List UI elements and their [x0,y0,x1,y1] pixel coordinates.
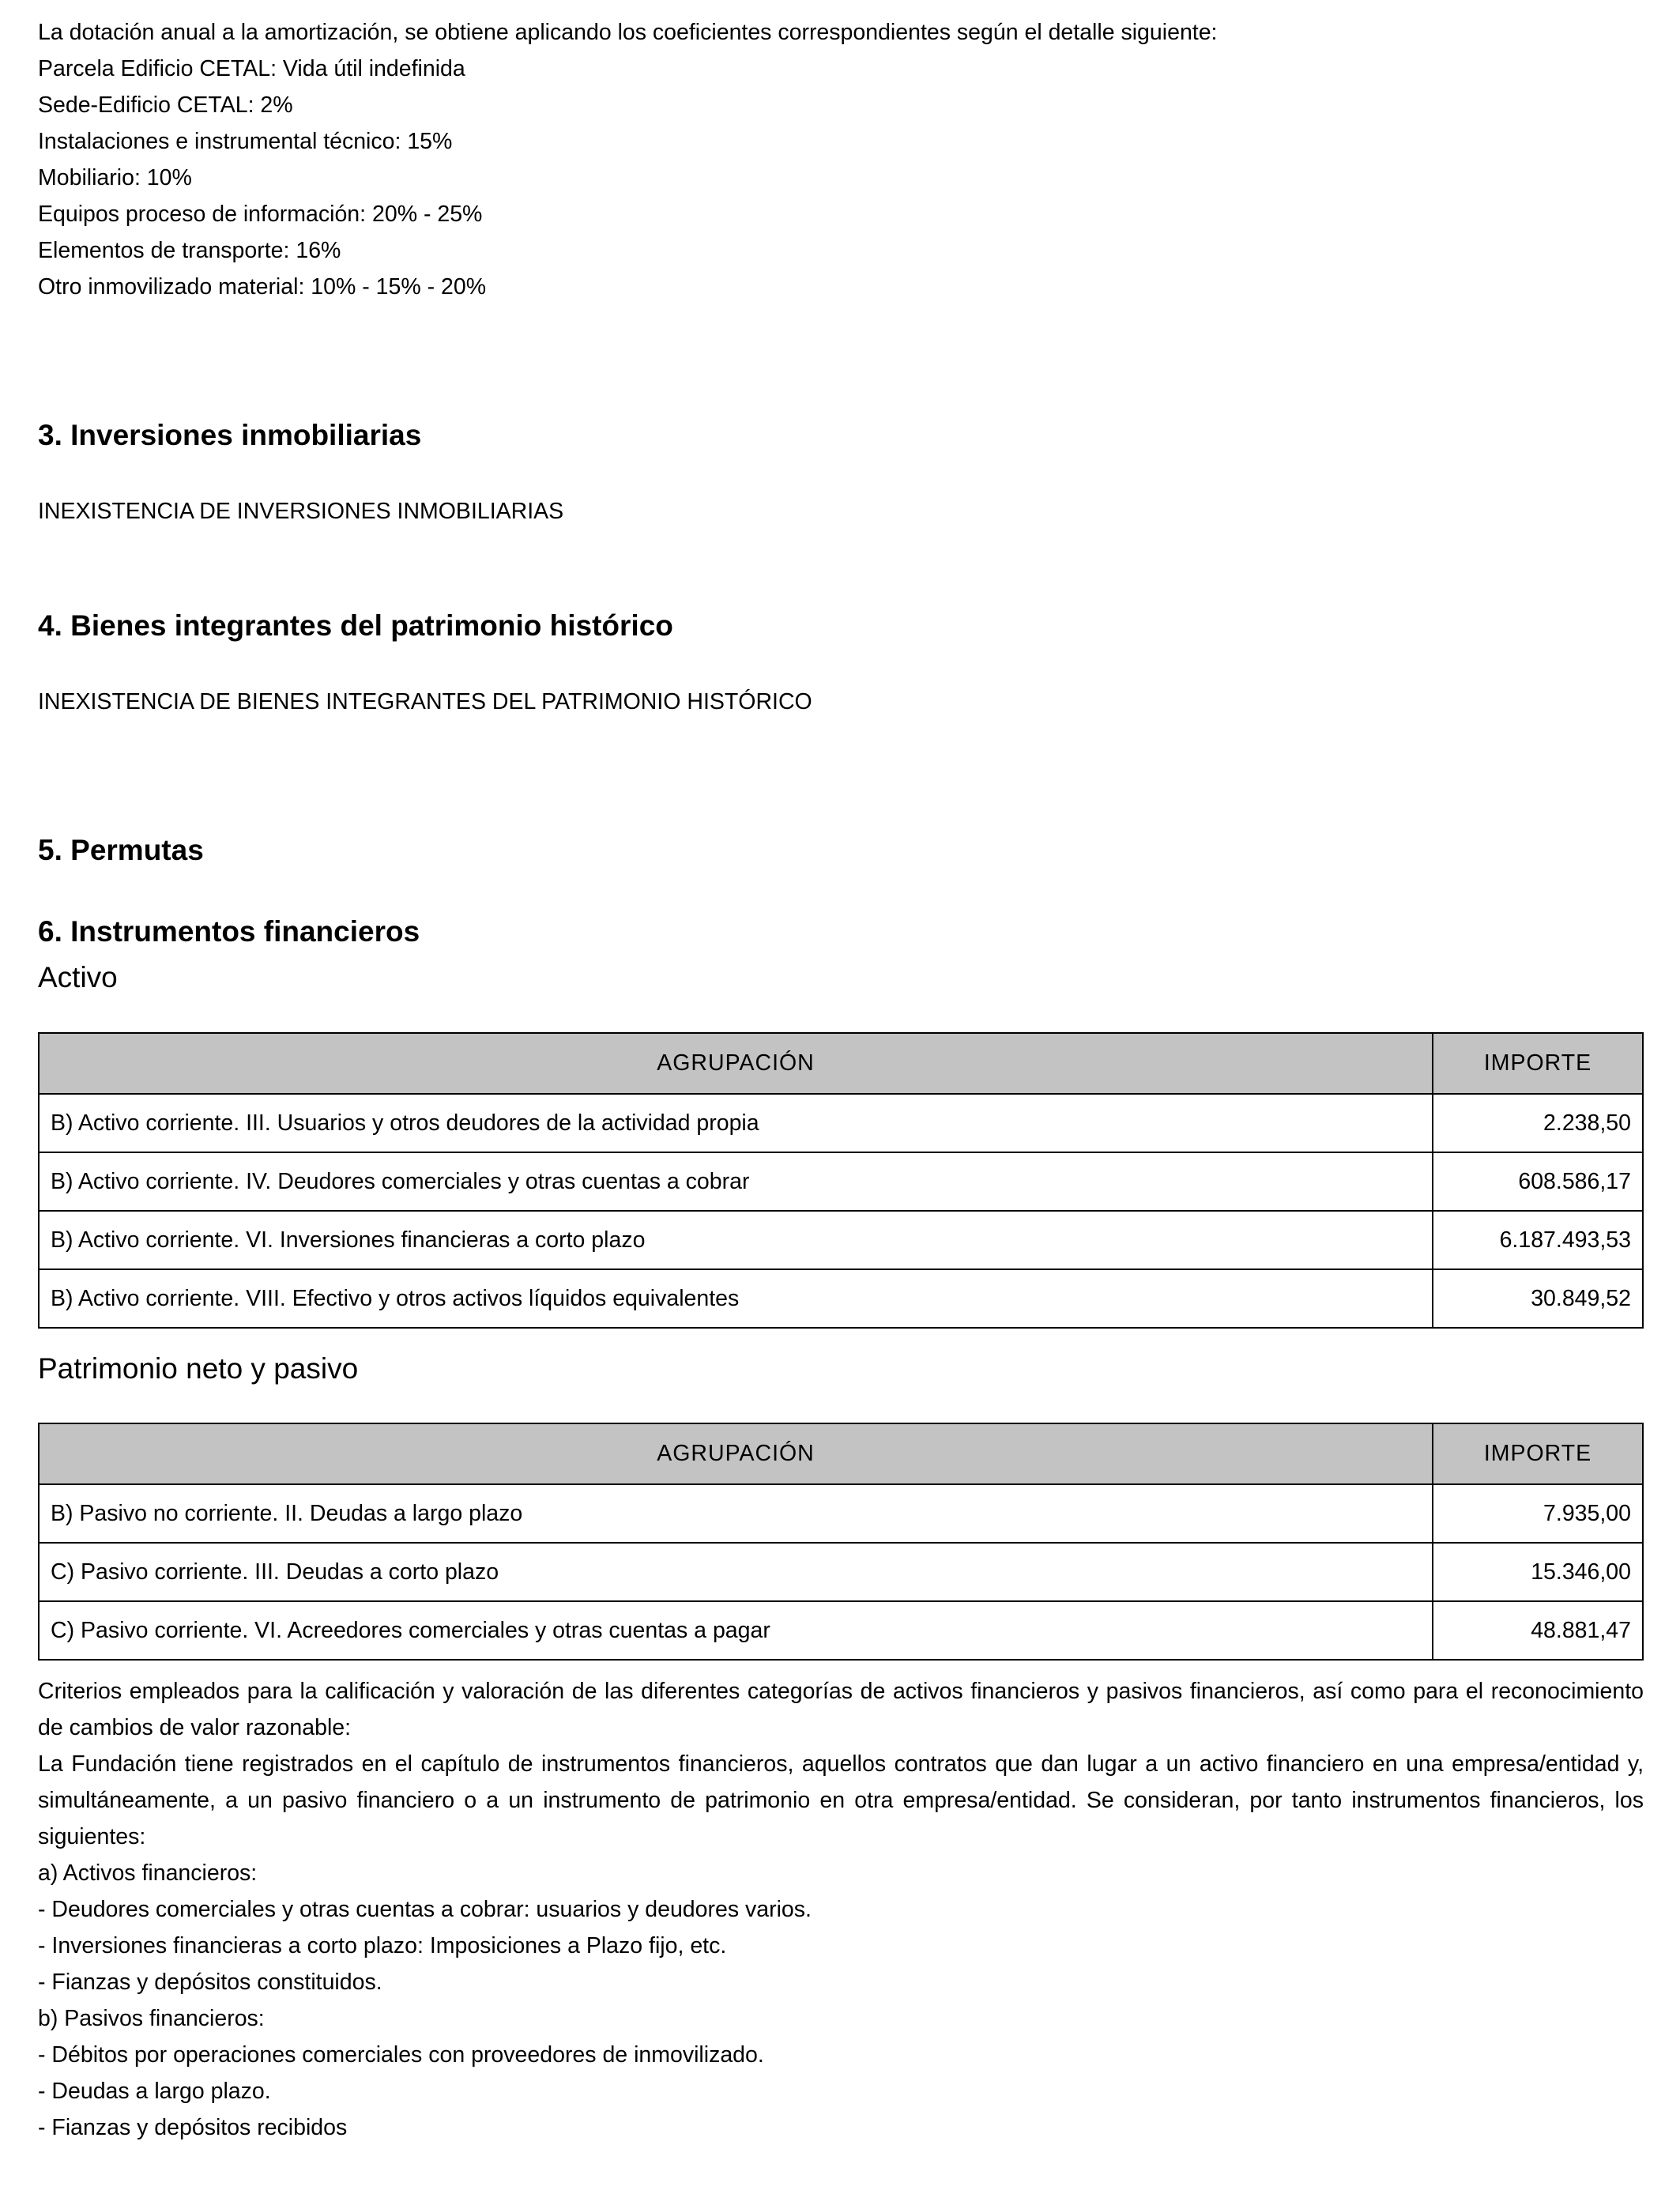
row-label: B) Activo corriente. IV. Deudores comerciales y otras cuentas a cobrar [39,1152,1433,1211]
list-item: - Deudas a largo plazo. [38,2079,271,2104]
list-item: a) Activos financieros: [38,1860,258,1886]
row-label: C) Pasivo corriente. VI. Acreedores comerciales y otras cuentas a pagar [39,1601,1433,1660]
activo-subtitle: Activo [38,961,118,993]
section-5-title: 5. Permutas [38,834,204,866]
table-row [39,1094,1643,1152]
section-4-text: INEXISTENCIA DE BIENES INTEGRANTES DEL PATRIMONIO HISTÓRICO [38,689,812,714]
row-label: B) Pasivo no corriente. II. Deudas a largo plazo [39,1484,1433,1543]
section-4-title: 4. Bienes integrantes del patrimonio histórico [38,609,673,642]
row-amount: 7.935,00 [1433,1484,1643,1543]
pasivo-subtitle: Patrimonio neto y pasivo [38,1352,359,1385]
table-row [39,1484,1643,1543]
criterios-paragraph-1: Criterios empleados para la calificación y valoración de las diferentes categorías de activos financieros y pasivos financieros, así como para el reconocimiento de cambios de valor razonable: [38,1679,1644,1740]
row-label: C) Pasivo corriente. III. Deudas a corto plazo [39,1543,1433,1601]
table-row [39,1601,1643,1660]
table-row [39,1211,1643,1269]
row-amount: 2.238,50 [1433,1094,1643,1152]
row-amount: 30.849,52 [1433,1269,1643,1328]
section-3-title: 3. Inversiones inmobiliarias [38,419,422,451]
row-label: B) Activo corriente. VIII. Efectivo y otros activos líquidos equivalentes [39,1269,1433,1328]
list-item: - Deudores comerciales y otras cuentas a cobrar: usuarios y deudores varios. [38,1897,812,1922]
row-amount: 48.881,47 [1433,1601,1643,1660]
section-3-text: INEXISTENCIA DE INVERSIONES INMOBILIARIAS [38,499,564,524]
table-header-row [39,1033,1643,1094]
intro-line: Otro inmovilizado material: 10% - 15% - 20% [38,274,487,300]
table-row [39,1543,1643,1601]
intro-line: Instalaciones e instrumental técnico: 15% [38,129,453,154]
intro-line: Parcela Edificio CETAL: Vida útil indefinida [38,56,465,81]
table-row [39,1269,1643,1328]
table-header-row [39,1423,1643,1484]
list-item: - Débitos por operaciones comerciales con proveedores de inmovilizado. [38,2042,764,2068]
row-label: B) Activo corriente. VI. Inversiones financieras a corto plazo [39,1211,1433,1269]
column-header-agrupacion: AGRUPACIÓN [39,1033,1433,1094]
row-amount: 15.346,00 [1433,1543,1643,1601]
list-item: b) Pasivos financieros: [38,2006,265,2031]
column-header-agrupacion: AGRUPACIÓN [39,1423,1433,1484]
criterios-paragraph-2: La Fundación tiene registrados en el capítulo de instrumentos financieros, aquellos contratos que dan lugar a un activo financiero en una empresa/entidad y, simultáneamente, a un pasivo financiero o a un instrumento de patrimonio en otra empresa/entidad. Se consideran, por tanto instrumentos financieros, los siguientes: [38,1751,1644,1849]
pasivo-table [38,1423,1644,1661]
activo-table [38,1032,1644,1329]
list-item: - Fianzas y depósitos recibidos [38,2115,348,2140]
column-header-importe: IMPORTE [1433,1033,1643,1094]
intro-line: La dotación anual a la amortización, se obtiene aplicando los coeficientes correspondientes según el detalle siguiente: [38,20,1218,45]
intro-line: Mobiliario: 10% [38,165,192,190]
row-amount: 608.586,17 [1433,1152,1643,1211]
table-row [39,1152,1643,1211]
intro-line: Equipos proceso de información: 20% - 25% [38,202,483,227]
intro-line: Sede-Edificio CETAL: 2% [38,92,293,118]
intro-line: Elementos de transporte: 16% [38,238,341,263]
row-label: B) Activo corriente. III. Usuarios y otros deudores de la actividad propia [39,1094,1433,1152]
criterios-text [38,1673,1644,1855]
list-item: - Inversiones financieras a corto plazo: Imposiciones a Plazo fijo, etc. [38,1933,727,1958]
section-6-title: 6. Instrumentos financieros [38,915,420,948]
column-header-importe: IMPORTE [1433,1423,1643,1484]
list-item: - Fianzas y depósitos constituidos. [38,1970,382,1995]
row-amount: 6.187.493,53 [1433,1211,1643,1269]
